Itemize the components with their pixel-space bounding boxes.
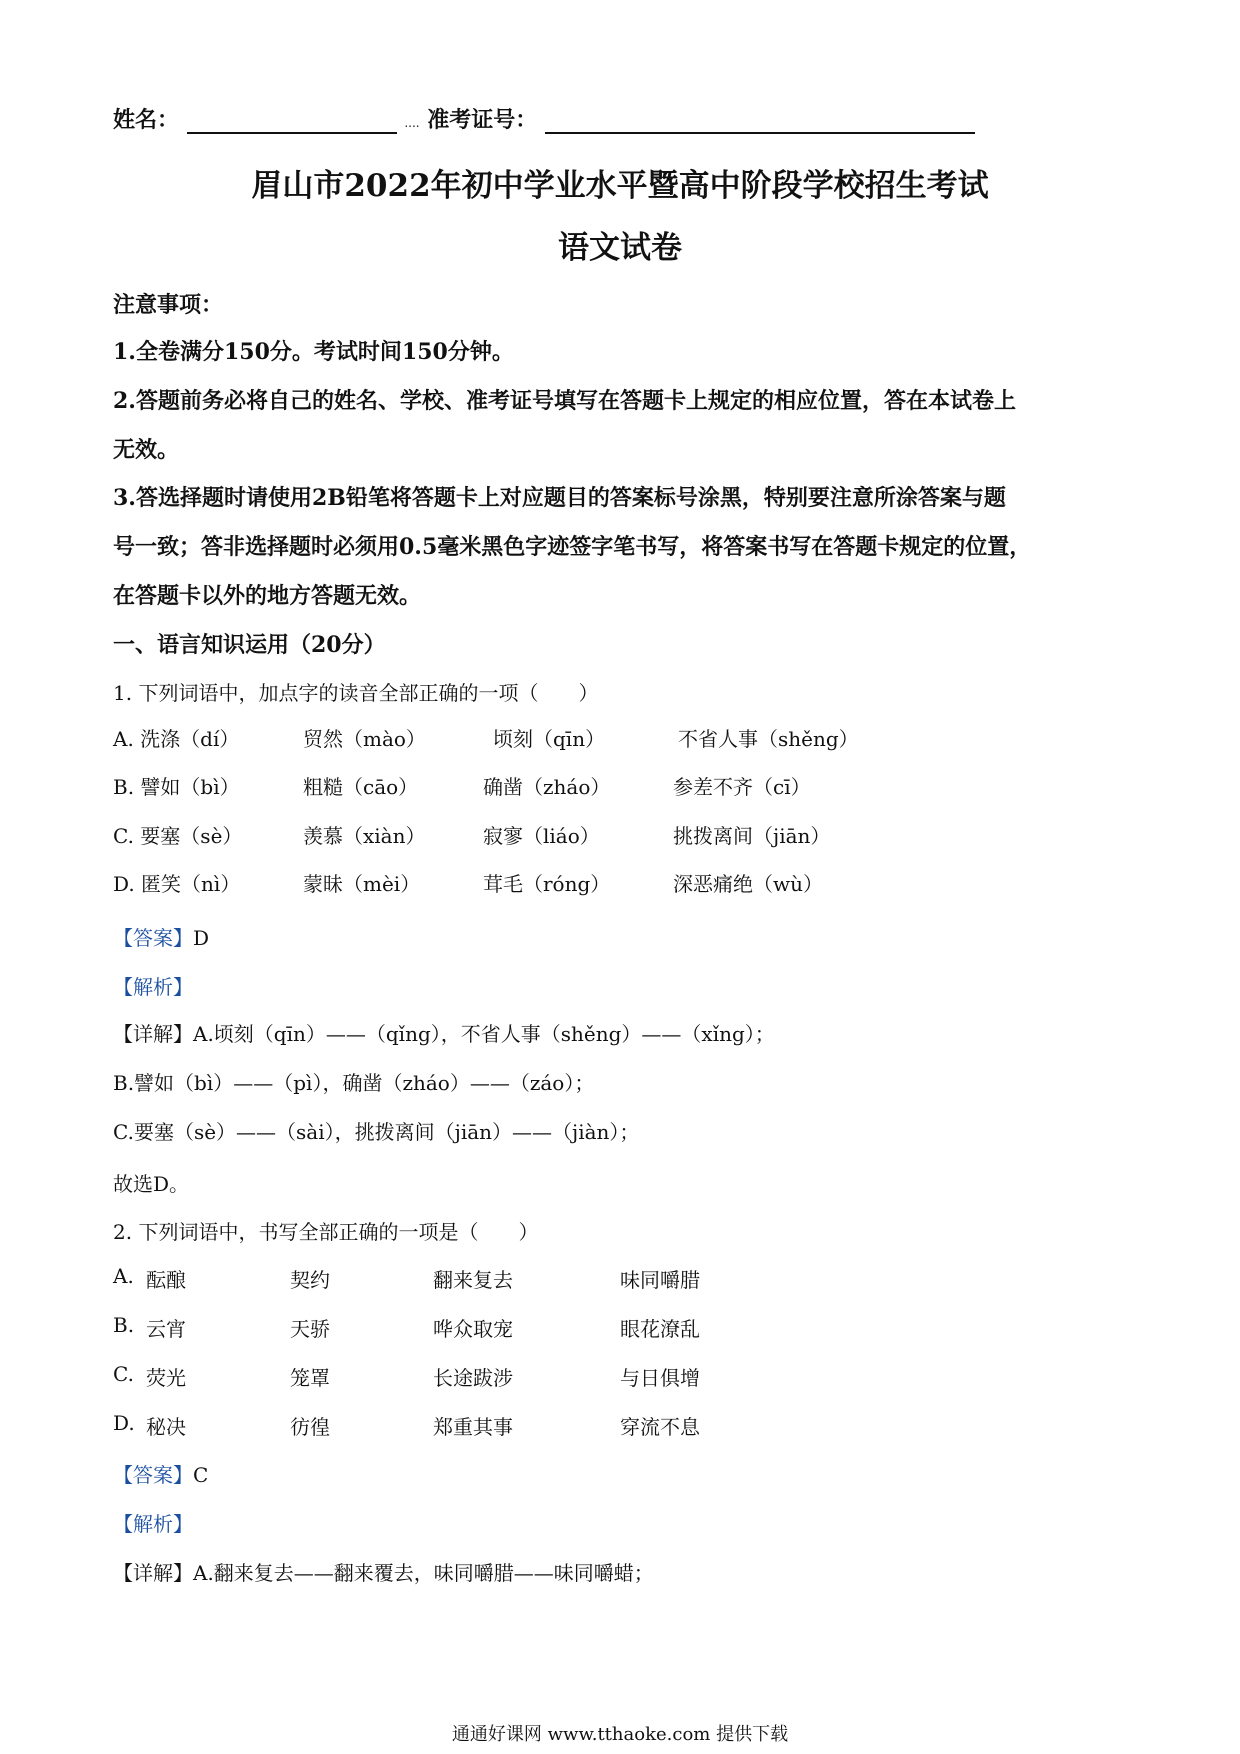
q1-option-b[interactable]: B. 譬如（bì）	[113, 775, 240, 799]
q2-option-a-word: 酝酿	[146, 1268, 186, 1292]
detail-text: A.顷刻（qīn）——（qǐng），不省人事（shěng）——（xǐng）；	[193, 1022, 775, 1046]
notice-item: 号一致；答非选择题时必须用0.5毫米黑色字迹签字笔书写，将答案书写在答题卡规定的位置，	[113, 534, 1032, 560]
q1-option-c[interactable]: C. 要塞（sè）	[113, 824, 243, 848]
q1-option-d[interactable]: D. 匿笑（nì）	[113, 872, 241, 896]
q2-option-d-word: 穿流不息	[620, 1415, 700, 1439]
q2-option-c-word: 笼罩	[290, 1366, 330, 1390]
q1-option-d-word: 深恶痛绝（wù）	[673, 872, 823, 896]
answer-tag: 【答案】	[113, 926, 193, 950]
page-title: 眉山市2022年初中学业水平暨高中阶段学校招生考试	[251, 168, 989, 204]
q2-option-b-word: 哗众取宠	[433, 1317, 513, 1341]
name-field[interactable]	[187, 112, 397, 134]
q2-option-a-word: 翻来复去	[433, 1268, 513, 1292]
q1-detail-line: C.要塞（sè）——（sài），挑拨离间（jiān）——（jiàn）；	[113, 1120, 640, 1144]
q1-detail-line: B.譬如（bì）——（pì），确凿（zháo）——（záo）；	[113, 1071, 595, 1095]
q2-option-d-word: 秘决	[146, 1415, 186, 1439]
q1-option-d-word: 蒙昧（mèi）	[303, 872, 421, 896]
q2-option-a-word: 契约	[290, 1268, 330, 1292]
q1-option-d-word: 茸毛（róng）	[483, 872, 611, 896]
q2-option-d-word: 郑重其事	[433, 1415, 513, 1439]
q1-option-c-word: 羡慕（xiàn）	[303, 824, 426, 848]
q2-option-c-word: 与日俱增	[620, 1366, 700, 1390]
q2-analysis-tag: 【解析】	[113, 1512, 193, 1536]
q1-option-b-word: 确凿（zháo）	[483, 775, 611, 799]
q1-option-b-word: 粗糙（cāo）	[303, 775, 419, 799]
question-2-stem: 2. 下列词语中，书写全部正确的一项是（ ）	[113, 1220, 539, 1244]
answer-value: D	[193, 926, 210, 950]
q1-option-c-word: 寂寥（liáo）	[483, 824, 600, 848]
answer-tag: 【答案】	[113, 1463, 193, 1487]
q1-detail-line	[113, 1018, 775, 1047]
q1-conclusion: 故选D。	[113, 1172, 190, 1196]
notice-item: 1.全卷满分150分。考试时间150分钟。	[113, 339, 514, 365]
q2-answer	[113, 1459, 208, 1488]
q1-option-a[interactable]: A. 洗涤（dí）	[113, 727, 240, 751]
q1-option-c-word: 挑拨离间（jiān）	[673, 824, 831, 848]
answer-value: C	[193, 1463, 209, 1487]
q2-option-c[interactable]: C.	[113, 1362, 134, 1386]
page-subtitle: 语文试卷	[558, 230, 682, 266]
q2-option-a[interactable]: A.	[113, 1264, 134, 1288]
q1-analysis-tag: 【解析】	[113, 975, 193, 999]
page-footer: 通通好课网 www.tthaoke.com 提供下载	[451, 1724, 789, 1745]
q2-detail-line	[113, 1557, 654, 1586]
q1-option-a-word: 顷刻（qīn）	[493, 727, 606, 751]
notice-item: 在答题卡以外的地方答题无效。	[113, 583, 422, 609]
notice-item: 2.答题前务必将自己的姓名、学校、准考证号填写在答题卡上规定的相应位置，答在本试卷上	[113, 388, 1016, 414]
q2-option-c-word: 长途跋涉	[433, 1366, 513, 1390]
q2-option-d-word: 彷徨	[290, 1415, 330, 1439]
exam-header	[113, 103, 975, 134]
q2-option-b-word: 云宵	[146, 1317, 186, 1341]
question-1-stem: 1. 下列词语中，加点字的读音全部正确的一项（ ）	[113, 681, 599, 705]
notice-heading: 注意事项：	[113, 292, 224, 318]
detail-text: A.翻来复去——翻来覆去，味同嚼腊——味同嚼蜡；	[193, 1561, 654, 1585]
id-label: 准考证号：	[427, 107, 538, 133]
q2-option-d[interactable]: D.	[113, 1411, 135, 1435]
q2-option-a-word: 味同嚼腊	[620, 1268, 700, 1292]
detail-tag: 【详解】	[113, 1561, 193, 1585]
detail-tag: 【详解】	[113, 1022, 193, 1046]
q2-option-b[interactable]: B.	[113, 1313, 135, 1337]
q2-option-c-word: 荧光	[146, 1366, 186, 1390]
q1-option-b-word: 参差不齐（cī）	[673, 775, 811, 799]
q2-option-b-word: 眼花潦乱	[620, 1317, 700, 1341]
q1-answer	[113, 922, 209, 951]
notice-item: 无效。	[113, 437, 180, 463]
notice-item: 3.答选择题时请使用2B铅笔将答题卡上对应题目的答案标号涂黑，特别要注意所涂答案与题	[113, 485, 1006, 511]
name-label: 姓名：	[113, 107, 180, 133]
id-field[interactable]	[545, 112, 975, 134]
q2-option-b-word: 天骄	[290, 1317, 330, 1341]
dots: ....	[404, 116, 420, 130]
q1-option-a-word: 贸然（mào）	[303, 727, 426, 751]
section-heading: 一、语言知识运用（20分）	[113, 632, 386, 658]
q1-option-a-word: 不省人事（shěng）	[678, 727, 859, 751]
